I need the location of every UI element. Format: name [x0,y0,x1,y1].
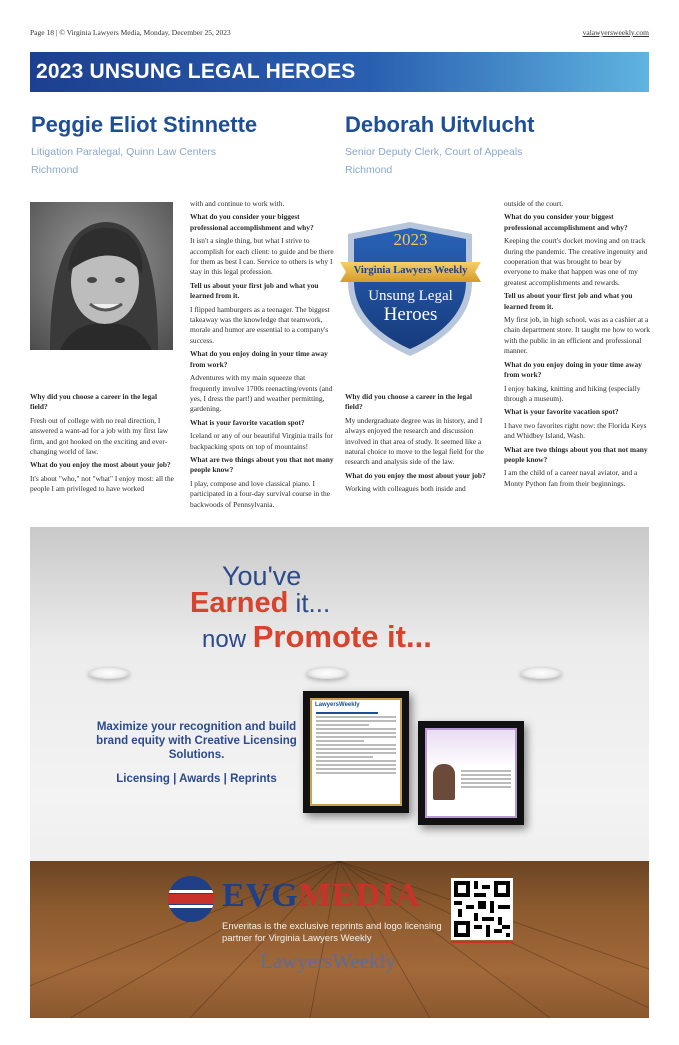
badge-line-1: Unsung Legal [368,288,453,304]
answer-continued: with and continue to work with. [190,199,285,208]
ad-headline-3 [202,619,432,655]
question: What are two things about you that not many people know? [504,444,648,464]
question: What is your favorite vacation spot? [504,407,619,417]
ceiling-light-icon [306,667,348,679]
answer-continued: outside of the court. [504,199,564,208]
unsung-heroes-badge [338,220,483,358]
answer: I play, compose and love classical piano. I participated in a four-day survival course in the backwoods of Pennsylvania. [190,478,331,509]
ad-licensing-text: Licensing | Awards | Reprints [116,773,277,785]
framed-article-2 [418,721,524,825]
question: Tell us about your first job and what you learned from it. [504,291,633,311]
article-column-4 [504,199,650,492]
answer: Working with colleagues both inside and [345,484,466,494]
question: What do you enjoy the most about your job? [30,460,171,470]
person-subtitle-right [345,143,522,179]
question: What do you enjoy doing in your time away from work? [190,349,328,369]
answer: My first job, in high school, was as a cashier at a chain department store. It taught me how to work with the public in an efficient and professional manner. [504,315,650,356]
framed-article-1 [303,691,409,813]
badge-year: 2023 [393,230,428,249]
lawyers-weekly-logo: LawyersWeekly [260,949,396,973]
article-column-3 [345,389,491,498]
qr-underline [451,941,513,943]
site-link[interactable]: valawyersweekly.com [582,28,649,37]
question: What are two things about you that not many people know? [190,454,334,475]
question: What do you consider your biggest professional accomplishment and why? [190,212,314,232]
portrait-photo [30,202,173,350]
person-subtitle-left [31,143,216,179]
person-title-right: Senior Deputy Clerk, Court of Appeals [345,146,523,158]
evg-tagline: Enveritas is the exclusive reprints and logo licensing partner for Virginia Lawyers Weekly [222,921,442,944]
page-header [30,28,649,37]
badge-ribbon-text: Virginia Lawyers Weekly [353,265,468,276]
ad-now: now [202,626,253,653]
ad-it: it... [288,588,331,618]
person-city-right: Richmond [345,164,393,176]
ad-maximize-text: Maximize your recognition and build brand equity with Creative Licensing Solutions. [96,721,297,761]
article-column-2 [190,199,336,513]
answer: My undergraduate degree was in history, and I always enjoyed the research and discussion involved in that area of study. It seemed like a natural choice to move to the legal field for the research and analysis side of the law. [345,415,484,467]
answer: Keeping the court's docket moving and on track during the pandemic. The creative ingenuity and cooperation that was brought to bear by everyone to make that happen was one of my greatest accomplishments and rewards. [504,236,648,287]
ad-earned: Earned [190,587,289,619]
qr-code-icon[interactable] [451,878,513,940]
person-city-left: Richmond [31,164,79,176]
ad-promote: Promote it... [252,619,432,654]
ceiling-light-icon [520,667,562,679]
evg-media-logo: EVGMEDIA [222,877,421,914]
evg-globe-icon [168,876,214,922]
answer: Fresh out of college with no real direction, I answered a want-ad for a job with my first law firm, and got hooked on the exciting and ever-changing world of law. [30,415,169,457]
answer: I have two favorites right now: the Florida Keys and Whidbey Island, Wash. [504,420,647,441]
person-name-left: Peggie Eliot Stinnette [31,112,258,137]
page-info: Page 18 | © Virginia Lawyers Media, Monday, December 25, 2023 [30,28,231,37]
frame-masthead: LawyersWeekly [315,702,360,708]
answer: It's about "who," not "what" I enjoy most: all the people I am privileged to have worked [30,473,174,494]
question: What do you consider your biggest professional accomplishment and why? [504,212,628,232]
question: What is your favorite vacation spot? [190,417,305,427]
ceiling-light-icon [88,667,130,679]
answer: I am the child of a career naval aviator, and a Monty Python fan from their beginnings. [504,468,638,488]
advertisement[interactable] [30,527,649,1018]
ad-headline-2 [190,587,330,620]
ad-headline-1: You've [222,561,302,591]
woman-portrait-icon [433,764,455,800]
question: Tell us about your first job and what you learned from it. [190,280,319,301]
person-title-left: Litigation Paralegal, Quinn Law Centers [31,146,217,158]
answer: I enjoy baking, knitting and hiking (especially through a museum). [504,383,641,403]
answer: I flipped hamburgers as a teenager. The biggest takeaway was the knowledge that teamwork, morale and humor are essential to a company's success. [190,304,330,345]
question: What do you enjoy the most about your job? [345,470,486,480]
article-column-1 [30,389,176,498]
question: Why did you choose a career in the legal field? [345,392,473,412]
badge-line-2: Heroes [383,304,438,325]
section-banner: 2023 UNSUNG LEGAL HEROES [30,52,649,92]
answer: Iceland or any of our beautiful Virginia trails for backpacking spots on top of mountains! [190,431,333,451]
person-name-right: Deborah Uitvlucht [345,112,535,137]
question: What do you enjoy doing in your time away from work? [504,359,642,380]
answer: It isn't a single thing, but what I strive to accomplish for each client: to guide and be there for them as best I can. Service to others is why I stay in this legal profession. [190,236,334,277]
answer: Adventures with my main squeeze that frequently involve 1700s reenacting/events (and yes, I dress the part!) and weather permitting, gardening. [190,373,333,414]
question: Why did you choose a career in the legal field? [30,392,158,412]
